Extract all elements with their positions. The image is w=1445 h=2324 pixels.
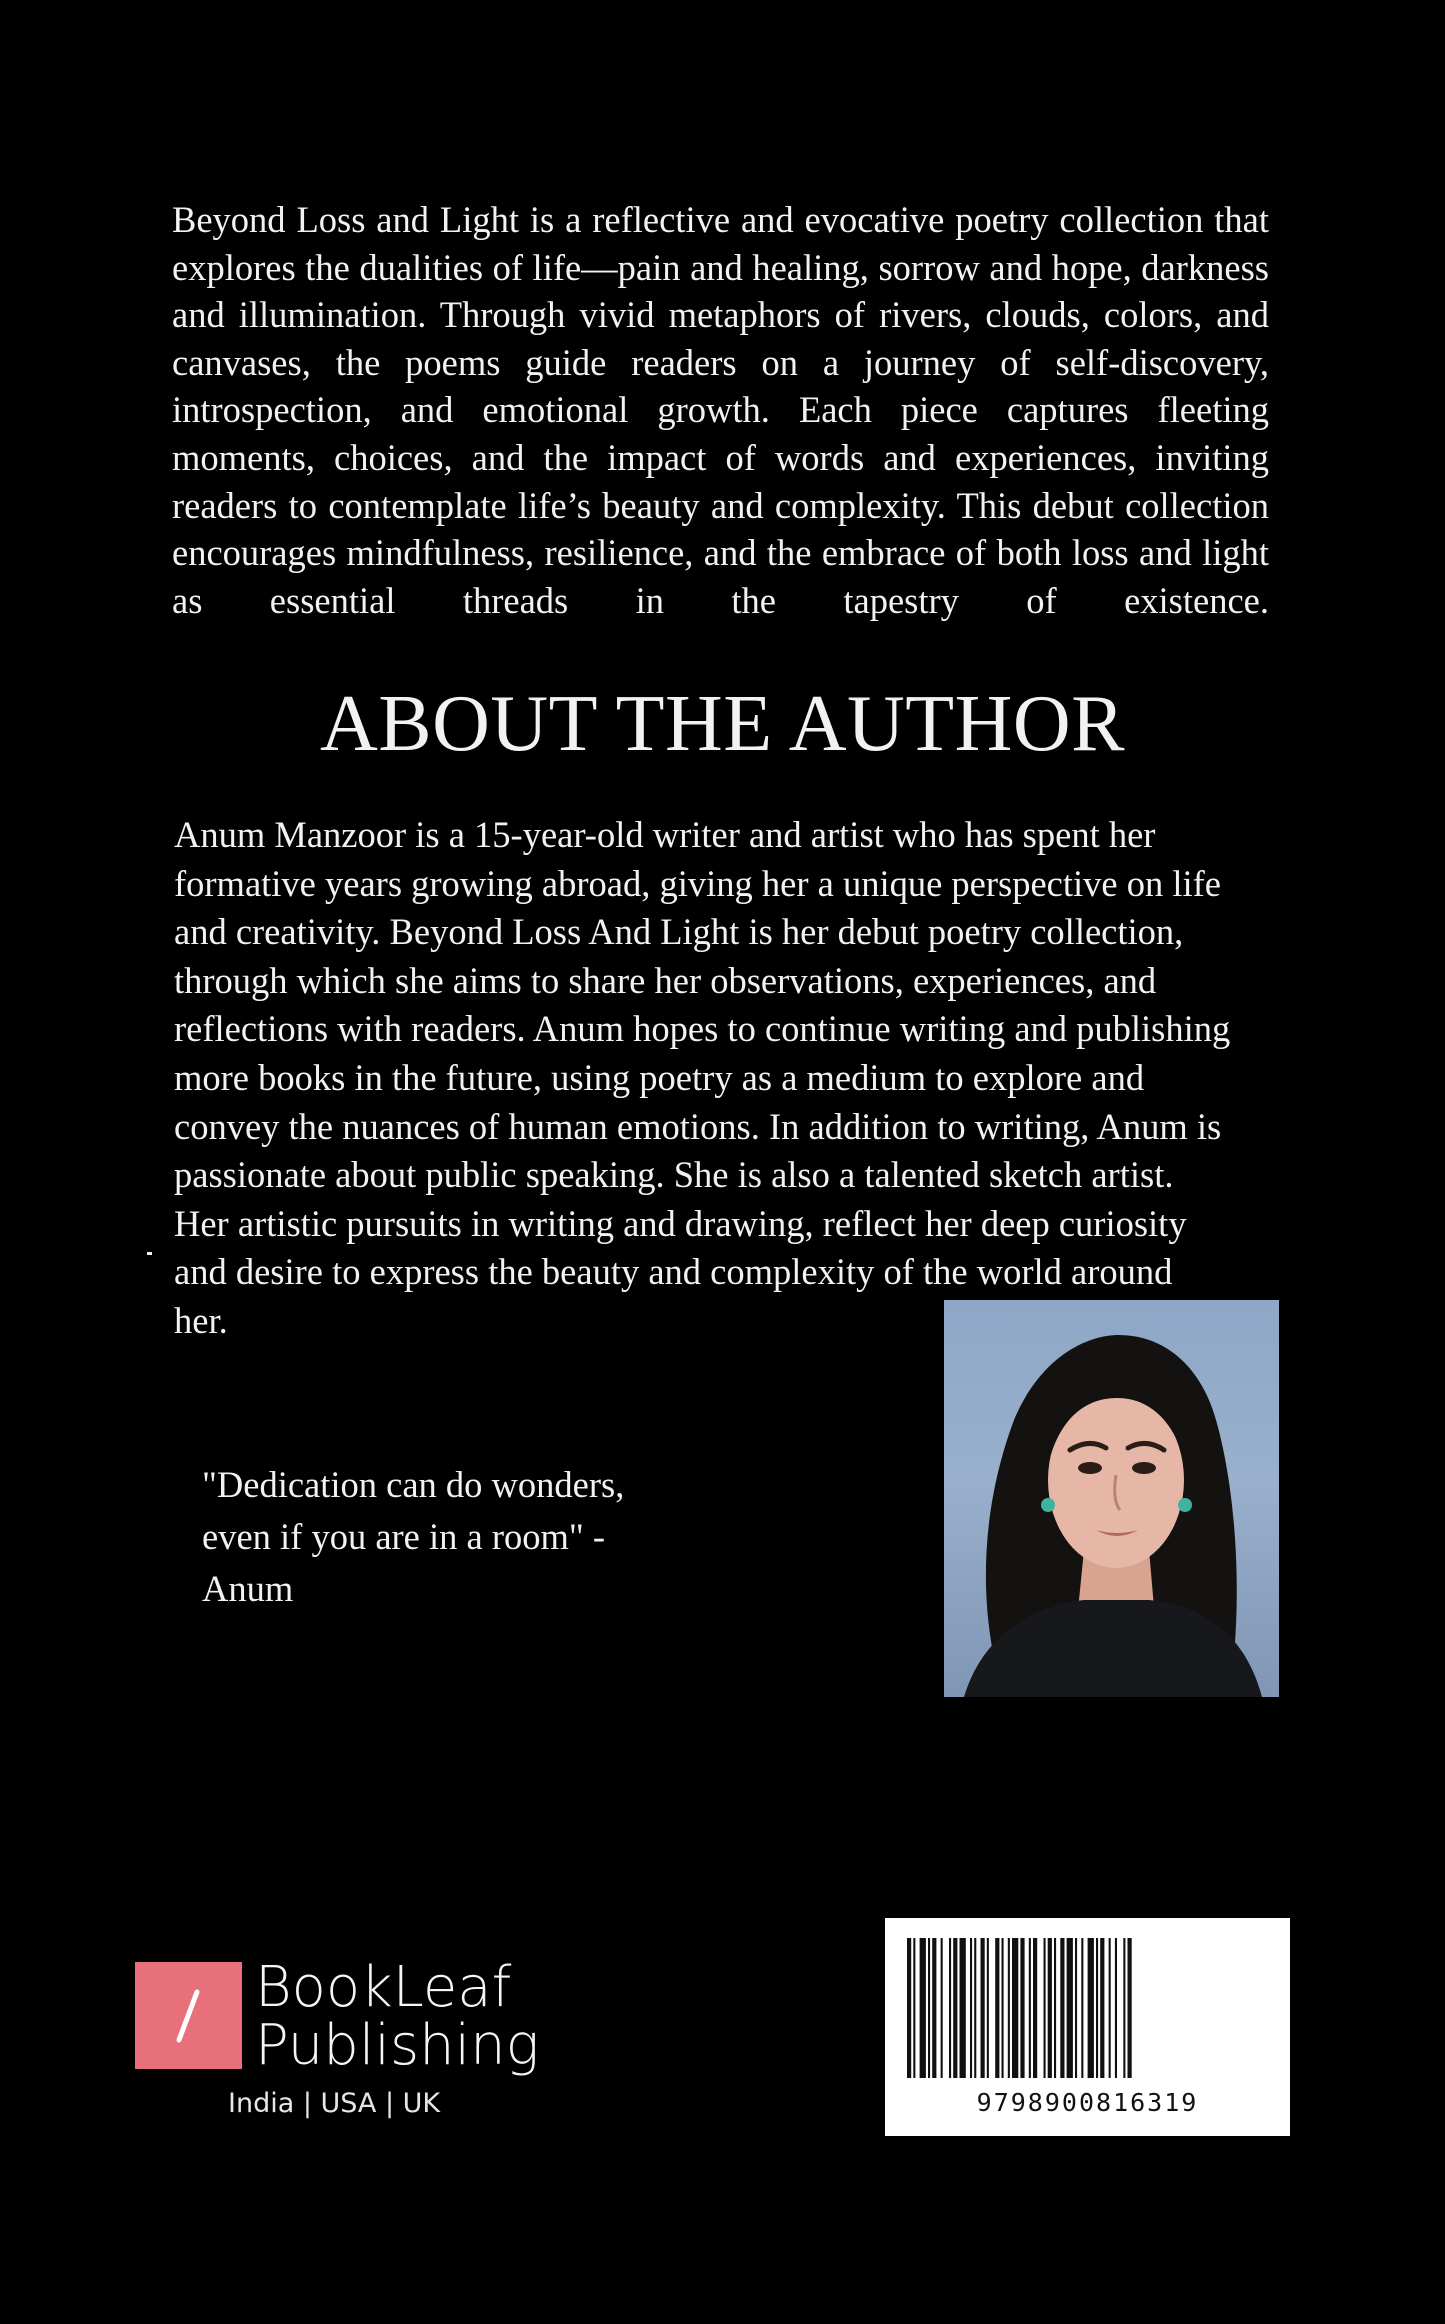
barcode-bar <box>1020 1938 1024 2078</box>
barcode-bar <box>1100 1938 1104 2078</box>
publisher-name-line2: Publishing <box>255 2013 540 2078</box>
stray-mark <box>147 1252 152 1255</box>
isbn-barcode <box>885 1918 1290 2136</box>
barcode-bar <box>974 1938 976 2078</box>
publisher-regions: India | USA | UK <box>228 2088 441 2119</box>
barcode-bar <box>1128 1938 1132 2078</box>
publisher-name-line1: BookLeaf <box>255 1955 512 2020</box>
barcode-bar <box>1115 1938 1117 2078</box>
barcode-bar <box>928 1938 930 2078</box>
barcode-bar <box>1075 1938 1077 2078</box>
author-photo-illustration <box>944 1300 1279 1697</box>
barcode-bar <box>1048 1938 1052 2078</box>
bookleaf-logo-mark <box>135 1962 242 2069</box>
about-author-heading: ABOUT THE AUTHOR <box>319 680 1126 768</box>
book-description: Beyond Loss and Light is a reflective and evocative poetry collection that explores the dualities of life—pain and healing, sorrow and hope, darkness and illumination. Through vivid metaphors of rivers, clouds, colors, and canvases, the poems guide readers on a journey of self-discovery, introspection, and emotional growth. Each piece captures fleeting moments, choices, and the impact of words and experiences, inviting readers to contemplate life’s beauty and complexity. This debut collection encourages mindfulness, resilience, and the embrace of both loss and light as essential threads in the tapestry of existence. <box>172 199 1269 621</box>
barcode-bar <box>1029 1938 1031 2078</box>
barcode-bar <box>1054 1938 1056 2078</box>
author-quote: "Dedication can do wonders, even if you are in a room" - Anum <box>202 1464 625 1609</box>
barcode-bar <box>1044 1938 1046 2078</box>
barcode-bar <box>1096 1938 1098 2078</box>
barcode-bar <box>987 1938 989 2078</box>
barcode-bar <box>1060 1938 1064 2078</box>
barcode-bar <box>1123 1938 1125 2078</box>
barcode-bar <box>953 1938 957 2078</box>
barcode-bar <box>995 1938 999 2078</box>
author-bio: Anum Manzoor is a 15-year-old writer and artist who has spent her formative years growing abroad, giving her a unique perspective on life and creativity. Beyond Loss And Light is her debut poetry collection, through which she aims to share her observations, experiences, and reflections with readers. Anum hopes to continue writing and publishing more books in the future, using poetry as a medium to explore and convey the nuances of human emotions. In addition to writing, Anum is passionate about public speaking. She is also a talented sketch artist. Her artistic pursuits in writing and drawing, reflect her deep curiosity and desire to express the beauty and complexity of the world around her. <box>174 814 1231 1341</box>
author-photo <box>944 1300 1279 1697</box>
barcode-bars <box>905 1938 1270 2078</box>
barcode-bar <box>1109 1938 1111 2078</box>
barcode-bar <box>1002 1938 1004 2078</box>
barcode-bar <box>1008 1938 1010 2078</box>
barcode-bar <box>970 1938 972 2078</box>
barcode-bar <box>949 1938 951 2078</box>
barcode-bar <box>960 1938 966 2078</box>
barcode-bar <box>1067 1938 1073 2078</box>
barcode-bar <box>920 1938 926 2078</box>
barcode-bar <box>1081 1938 1083 2078</box>
barcode-bar <box>913 1938 915 2078</box>
barcode-bar <box>1088 1938 1094 2078</box>
slash-icon <box>135 1962 242 2069</box>
barcode-bar <box>932 1938 936 2078</box>
barcode-bar <box>941 1938 943 2078</box>
isbn-number: 9798900816319 <box>976 2088 1199 2117</box>
publisher-logo <box>135 1955 555 2122</box>
barcode-bar <box>1033 1938 1037 2078</box>
barcode-bar <box>907 1938 911 2078</box>
barcode-bar <box>981 1938 985 2078</box>
barcode-bar <box>1012 1938 1018 2078</box>
